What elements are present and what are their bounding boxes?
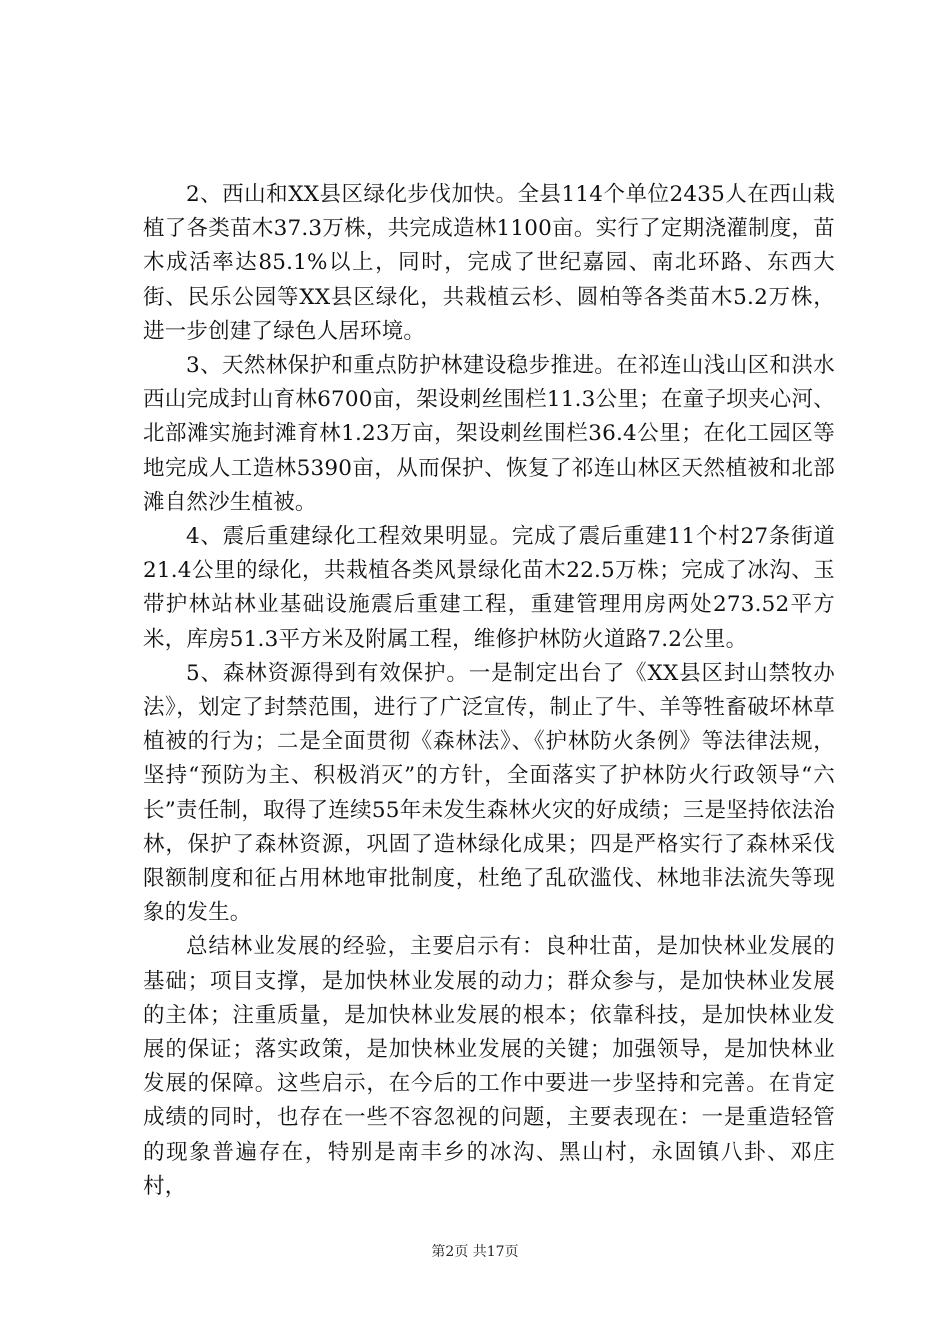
paragraph-post-earthquake-greening: 4、震后重建绿化工程效果明显。完成了震后重建11个村27条街道21.4公里的绿化，共栽植各类风景绿化苗木22.5万株；完成了冰沟、玉带护林站林业基础设施震后重建工程，重建管理用房两处273.52平方米，库房51.3平方米及附属工程，维修护林防火道路7.2公里。	[143, 524, 835, 652]
paragraph-forest-protection-projects: 3、天然林保护和重点防护林建设稳步推进。在祁连山浅山区和洪水西山完成封山育林6700亩，架设刺丝围栏11.3公里；在童子坝夹心河、北部滩实施封滩育林1.23万亩，架设刺丝围栏36.4公里；在化工园区等地完成人工造林5390亩，从而保护、恢复了祁连山林区天然植被和北部滩自然沙生植被。	[143, 353, 835, 515]
paragraph-experience-summary: 总结林业发展的经验，主要启示有：良种壮苗，是加快林业发展的基础；项目支撑，是加快林业发展的动力；群众参与，是加快林业发展的主体；注重质量，是加快林业发展的根本；依靠科技，是加快林业发展的保证；落实政策，是加快林业发展的关键；加强领导，是加快林业发展的保障。这些启示，在今后的工作中要进一步坚持和完善。在肯定成绩的同时，也存在一些不容忽视的问题，主要表现在：一是重造轻管的现象普遍存在，特别是南丰乡的冰沟、黑山村，永固镇八卦、邓庄村，	[143, 934, 835, 1199]
document-body	[143, 178, 835, 1204]
paragraph-greening-progress: 2、西山和XX县区绿化步伐加快。全县114个单位2435人在西山栽植了各类苗木37.3万株，共完成造林1100亩。实行了定期浇灌制度，苗木成活率达85.1%以上，同时，完成了世纪嘉园、南北环路、东西大街、民乐公园等XX县区绿化，共栽植云杉、圆柏等各类苗木5.2万株，进一步创建了绿色人居环境。	[143, 182, 835, 344]
page-number-footer: 第2页 共17页	[431, 1244, 519, 1260]
paragraph-forest-resources-protection: 5、森林资源得到有效保护。一是制定出台了《XX县区封山禁牧办法》，划定了封禁范围，进行了广泛宣传，制止了牛、羊等牲畜破坏林草植被的行为；二是全面贯彻《森林法》、《护林防火条例》等法律法规，坚持“预防为主、积极消灭”的方针，全面落实了护林防火行政领导“六长”责任制，取得了连续55年未发生森林火灾的好成绩；三是坚持依法治林，保护了森林资源，巩固了造林绿化成果；四是严格实行了森林采伐限额制度和征占用林地审批制度，杜绝了乱砍滥伐、林地非法流失等现象的发生。	[143, 660, 835, 926]
